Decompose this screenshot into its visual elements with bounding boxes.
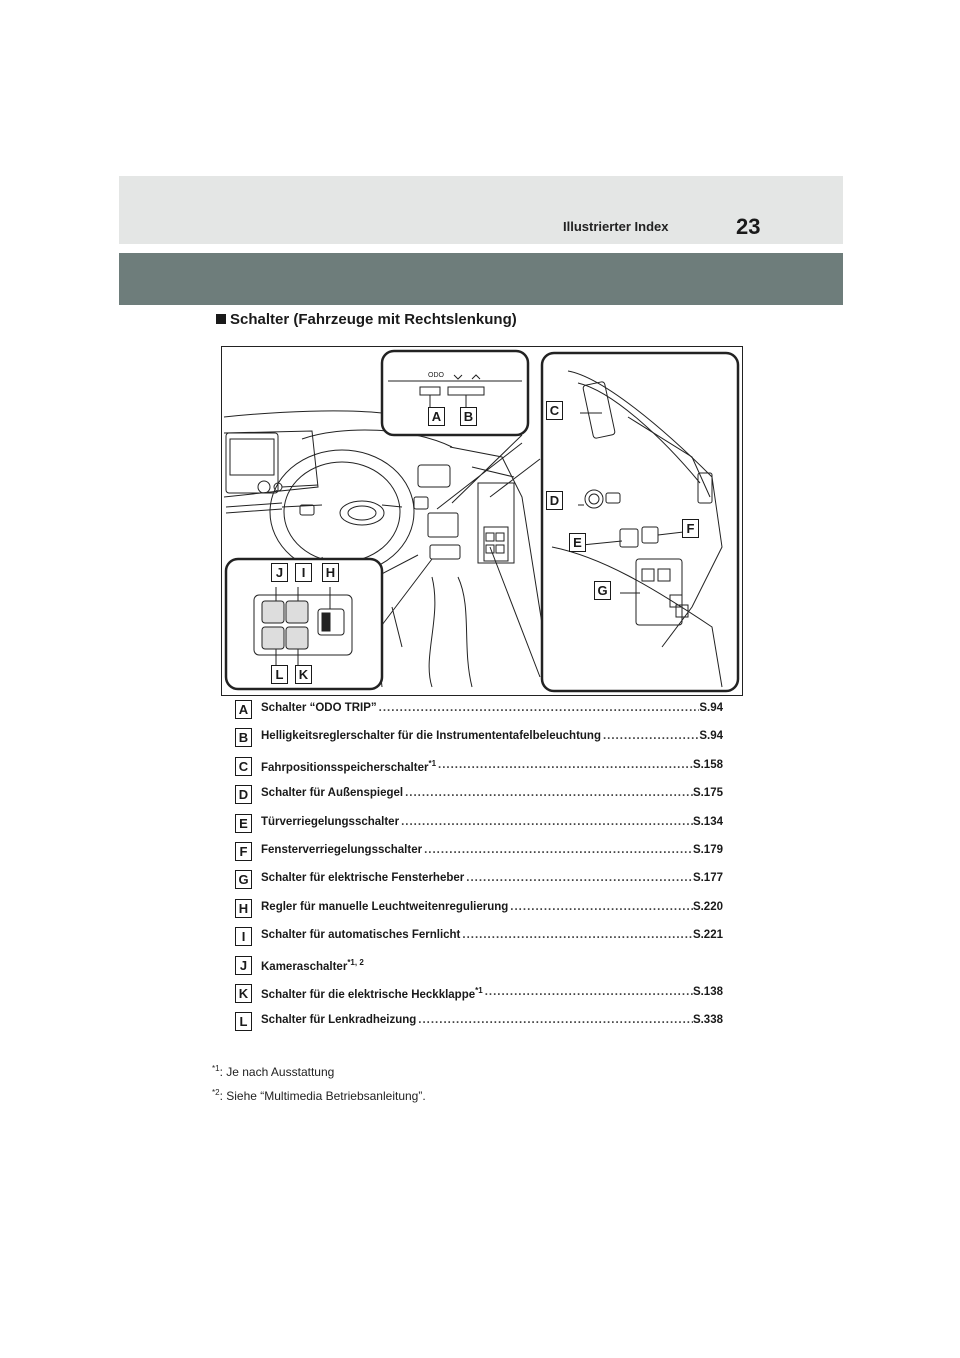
item-text [261,759,436,774]
page-reference[interactable]: S.158 [692,758,723,771]
item-label: Regler für manuelle Leuchtweitenregulierung [261,900,509,913]
list-item [235,816,725,834]
dot-leader [460,929,693,941]
section-heading [216,311,517,328]
item-entry [261,986,723,1001]
square-bullet-icon [216,314,226,324]
callout-i: I [295,563,312,582]
item-text [261,844,422,856]
list-item [235,844,725,862]
item-entry [261,958,723,973]
item-entry [261,730,723,742]
page-reference[interactable]: S.179 [692,844,723,856]
page-reference[interactable]: S.94 [699,702,723,714]
item-text [261,730,601,742]
item-text [261,901,508,913]
item-letter: D [235,785,252,804]
item-label: Türverriegelungsschalter [261,815,400,828]
page-reference[interactable]: S.221 [692,929,723,942]
list-item [235,759,725,777]
page-reference[interactable]: S.138 [692,986,723,998]
dot-leader [399,816,693,828]
item-letter: I [235,927,252,946]
item-text [261,816,399,828]
item-label: Fahrpositionsspeicherschalter [261,761,429,774]
dot-leader [436,759,693,774]
list-item [235,958,725,976]
item-label: Schalter für elektrische Fensterheber [261,872,465,885]
item-text [261,872,464,884]
list-item [235,986,725,1004]
dashboard-illustration [221,346,743,696]
item-entry [261,816,723,828]
item-label: Helligkeitsreglerschalter für die Instrumententafelbeleuchtung [261,730,601,743]
heading-text: Schalter (Fahrzeuge mit Rechtslenkung) [230,311,517,328]
item-label: Schalter für die elektrische Heckklappe [261,988,476,1001]
dot-leader [422,844,693,856]
item-letter: E [235,814,252,833]
list-item [235,929,725,947]
item-entry [261,844,723,856]
page-reference[interactable]: S.175 [692,787,723,800]
dot-leader [403,787,693,799]
footnote-2-mark: *2 [212,1088,220,1097]
item-letter: A [235,700,252,719]
callout-l: L [271,665,288,684]
dot-leader [377,702,700,714]
dot-leader [416,1014,693,1026]
item-text [261,702,377,714]
item-label: Schalter “ODO TRIP” [261,702,377,714]
list-item [235,702,725,720]
list-item [235,1014,725,1032]
item-entry [261,901,723,913]
dot-leader [508,901,693,913]
list-item [235,901,725,919]
item-letter: C [235,757,252,776]
item-footnote-mark: *1 [475,986,483,995]
callout-d: D [546,491,563,510]
item-letter: K [235,984,252,1003]
list-item [235,872,725,890]
item-letter: H [235,899,252,918]
page-number: 23 [736,214,761,239]
callout-h: H [322,563,339,582]
footnote-2 [212,1088,426,1103]
dot-leader [464,872,693,884]
callout-f: F [682,519,699,538]
footnote-1 [212,1064,334,1079]
callout-e: E [569,533,586,552]
item-entry [261,929,723,941]
item-text [261,1014,416,1026]
item-letter: F [235,842,252,861]
header-dark-band [119,253,843,305]
callout-g: G [594,581,611,600]
section-title: Illustrierter Index [563,219,669,234]
dot-leader [601,730,699,742]
item-text [261,929,460,941]
item-footnote-mark: *1, 2 [347,957,364,967]
item-text [261,986,483,1001]
page-reference[interactable]: S.94 [699,730,723,743]
item-entry [261,787,723,799]
item-label: Fensterverriegelungsschalter [261,844,423,856]
item-letter: G [235,870,252,889]
item-entry [261,1014,723,1026]
item-label: Schalter für Lenkradheizung [261,1014,417,1027]
item-entry [261,759,723,774]
item-label: Kameraschalter [261,960,348,973]
callout-k: K [295,665,312,684]
item-label: Schalter für Außenspiegel [261,787,404,800]
dashboard-line-drawing [222,347,742,695]
item-entry [261,702,723,714]
footnote-2-text: : Siehe “Multimedia Betriebsanleitung”. [219,1089,426,1103]
page-reference[interactable]: S.134 [692,815,723,828]
page-reference[interactable]: S.338 [692,1014,723,1027]
item-text [261,787,403,799]
dot-leader [483,986,693,1001]
item-letter: B [235,728,252,747]
item-footnote-mark: *1 [428,758,437,768]
header-band [119,176,843,244]
item-letter: J [235,956,252,975]
callout-j: J [271,563,288,582]
footnote-1-mark: *1 [212,1064,220,1073]
footnote-1-text: : Je nach Ausstattung [219,1065,335,1079]
item-entry [261,872,723,884]
item-label: Schalter für automatisches Fernlicht [261,929,461,942]
callout-b: B [460,407,477,426]
svg-text:ODO: ODO [428,372,444,379]
item-text [261,958,364,973]
list-item [235,730,725,748]
item-letter: L [235,1012,252,1031]
page-reference[interactable]: S.220 [692,900,723,913]
callout-c: C [546,401,563,420]
page-reference[interactable]: S.177 [692,872,723,885]
list-item [235,787,725,805]
callout-a: A [428,407,445,426]
